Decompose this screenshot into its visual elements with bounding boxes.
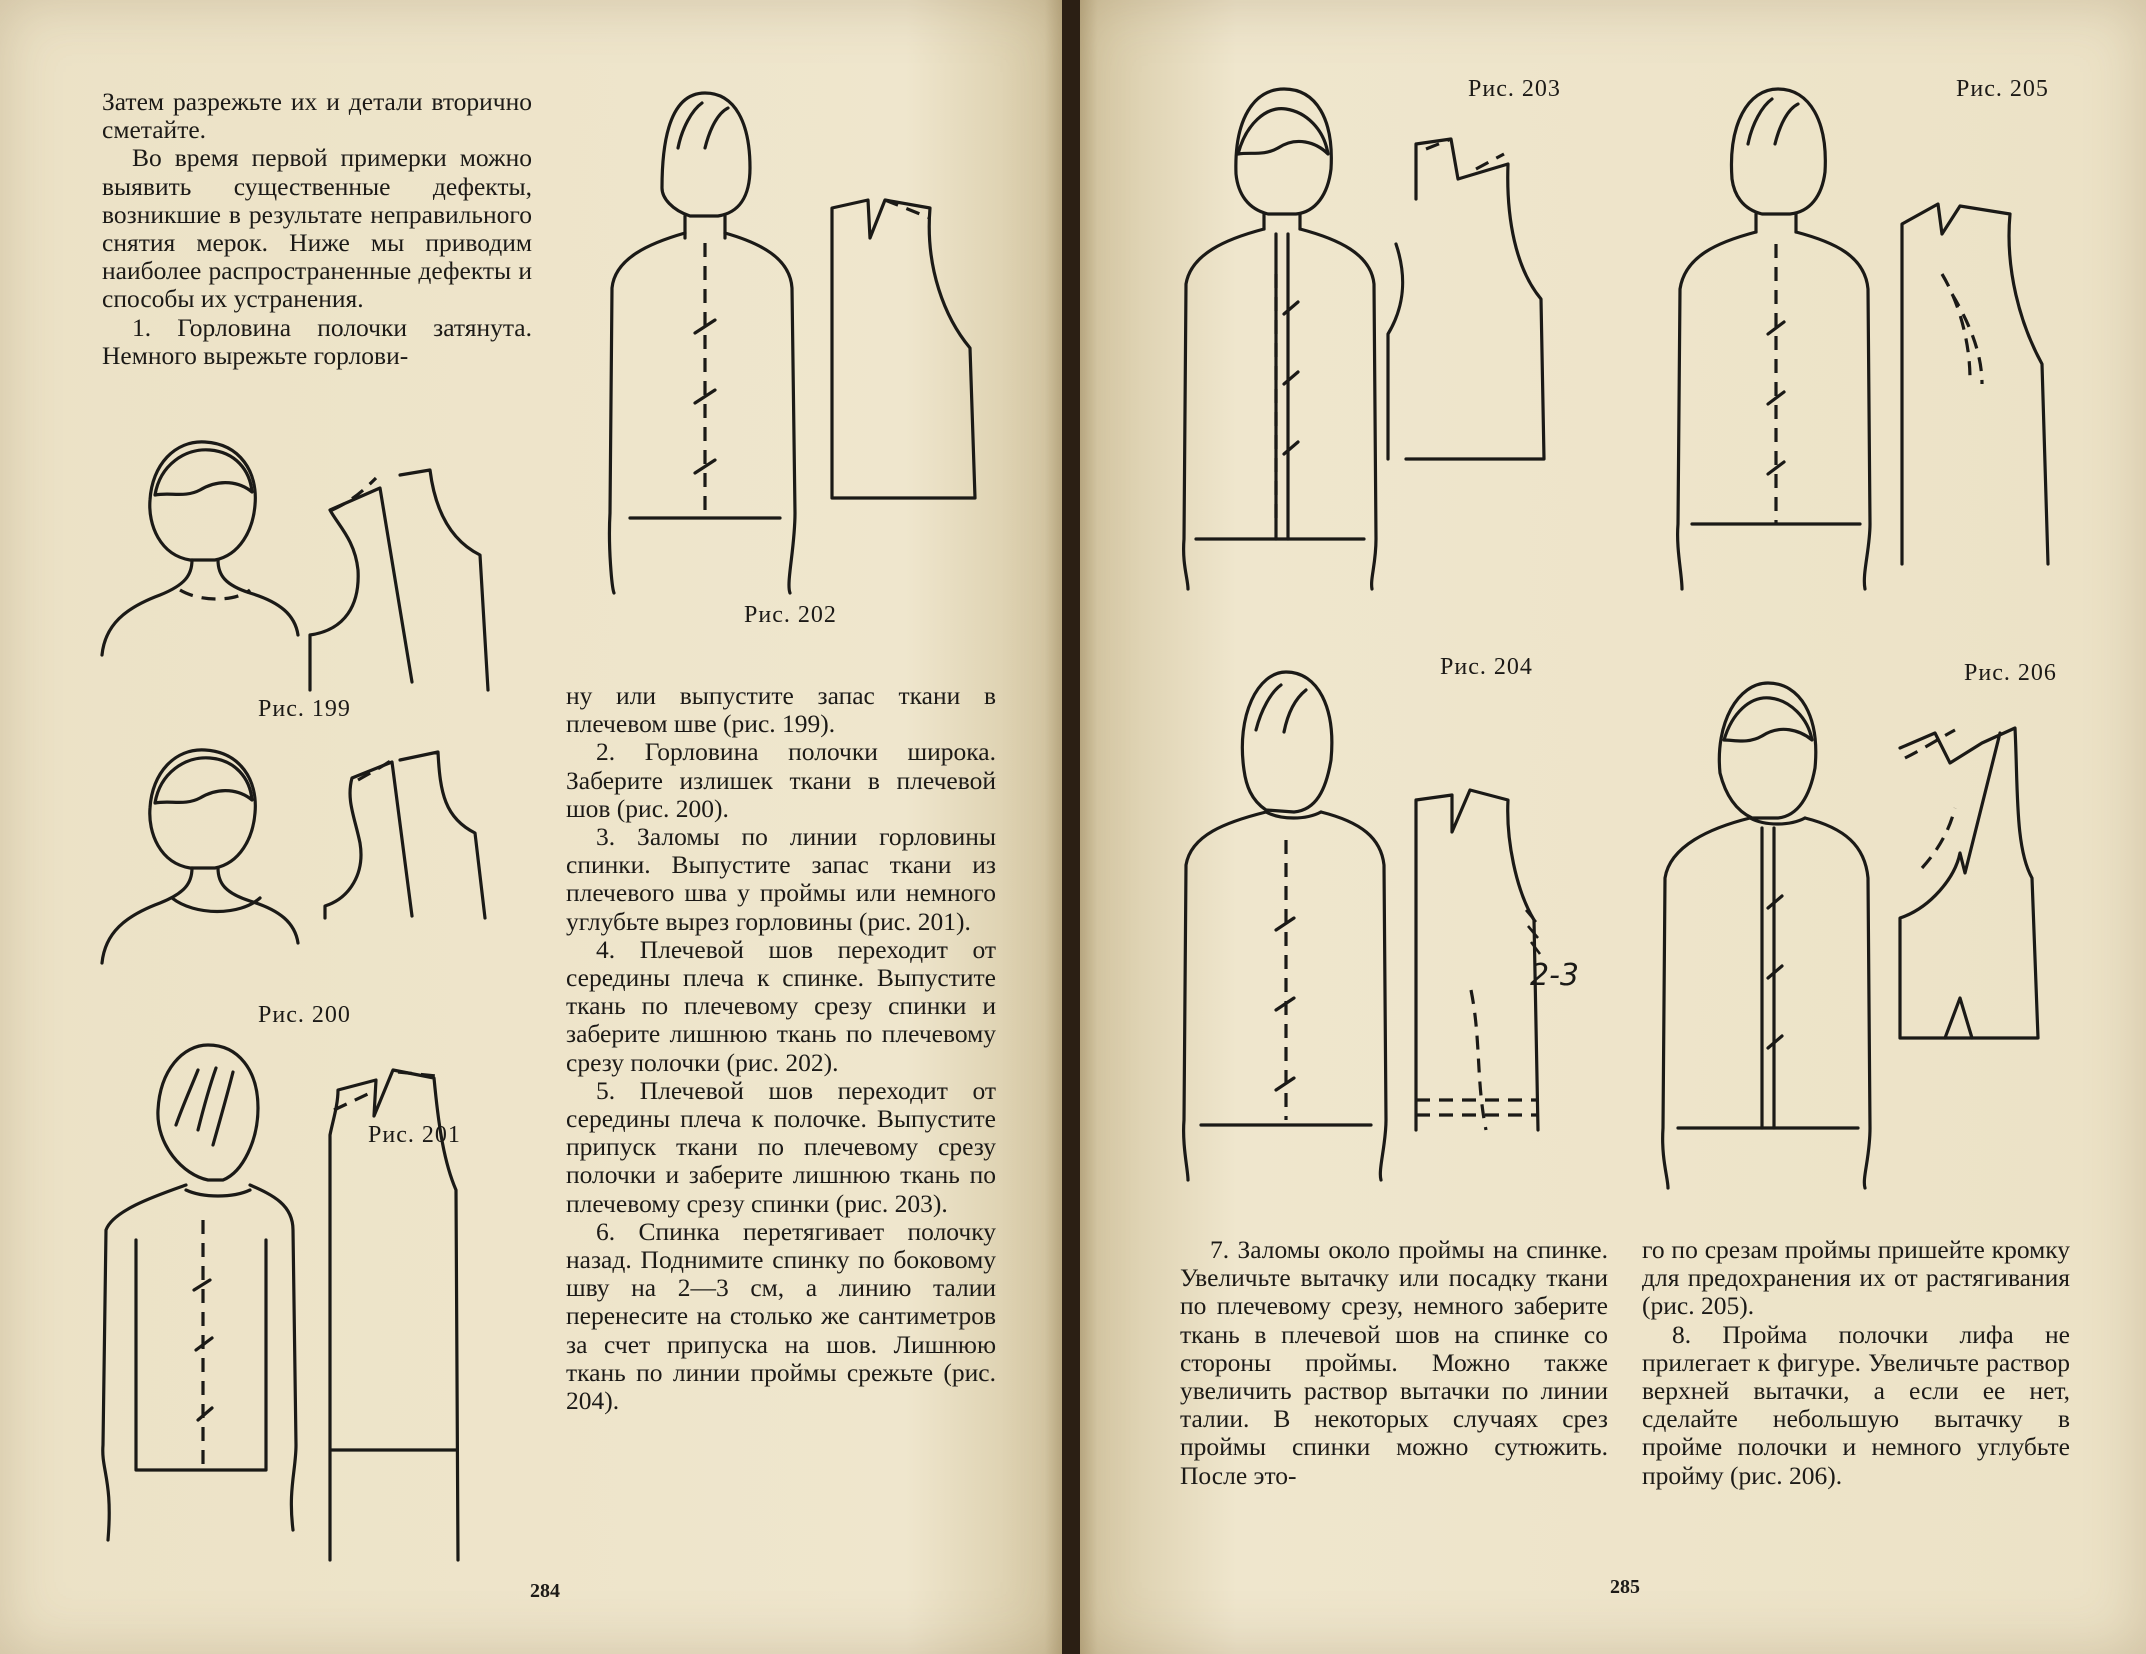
- hair-strands: [1256, 685, 1306, 732]
- hair-outline: [1724, 698, 1812, 741]
- pattern-piece: [330, 1070, 458, 1560]
- side-dart: [1471, 990, 1486, 1130]
- hair-strands: [176, 1068, 233, 1145]
- corrected-shoulder: [1426, 139, 1504, 169]
- figure-202: [600, 88, 1020, 598]
- collar: [685, 216, 725, 238]
- corrected-shoulder: [1905, 730, 1955, 868]
- neck-shoulders: [102, 560, 298, 655]
- figure-199: [100, 430, 500, 690]
- collar: [1264, 214, 1300, 229]
- pattern-piece: [1388, 139, 1544, 459]
- hair-strands: [1748, 99, 1798, 144]
- head-outline: [662, 93, 750, 216]
- paragraph: 5. Плечевой шов переходит от середины плеча к полочке. Выпустите припуск ткани по плечевому срезу полочки и заберите лишнюю ткань по плечевому срезу спинки (рис. 203).: [566, 1075, 996, 1218]
- page-number-left: 284: [530, 1580, 560, 1602]
- collar: [186, 1190, 250, 1196]
- paragraph: ну или выпустите запас ткани в плечевом шве (рис. 199).: [566, 681, 996, 739]
- head-outline: [150, 750, 256, 868]
- caption-fig206: Рис. 206: [1964, 660, 2057, 686]
- paragraph: го по срезам проймы пришейте кромку для предохранения их от растягивания (рис. 205).: [1642, 1235, 2070, 1321]
- figure-200: [100, 738, 500, 988]
- page-number-right: 285: [1610, 1576, 1640, 1598]
- paragraph: 8. Пройма полочки лифа не прилегает к фигуре. Увеличьте раствор верхней вытачки, а если ее нет, сделайте небольшую вытачку в пройме полочки и немного углубьте пройму (рис. 206).: [1642, 1319, 2070, 1490]
- waist-dart: [1945, 998, 1972, 1038]
- head-outline: [1719, 683, 1815, 818]
- left-column2-text: [566, 682, 996, 1415]
- head-outline: [1731, 89, 1825, 214]
- caption-fig204: Рис. 204: [1440, 654, 1533, 680]
- pattern-piece: [1902, 204, 2048, 564]
- neckline: [180, 590, 250, 599]
- raised-waist-line: [1416, 1100, 1538, 1115]
- caption-fig199: Рис. 199: [258, 696, 351, 722]
- right-column1-text: [1180, 1236, 1608, 1490]
- collar: [1756, 214, 1796, 232]
- hair-strands: [678, 103, 728, 148]
- figure-205: [1670, 84, 2090, 594]
- head-outline: [1242, 672, 1331, 812]
- figure-206: [1660, 668, 2100, 1198]
- caption-fig201: Рис. 201: [368, 1122, 461, 1148]
- blouse-outline: [609, 233, 795, 593]
- head-outline: [158, 1045, 258, 1180]
- caption-fig203: Рис. 203: [1468, 76, 1561, 102]
- blouse-outline: [1663, 818, 1870, 1188]
- caption-fig200: Рис. 200: [258, 1002, 351, 1028]
- fold-marks: [1284, 302, 1298, 454]
- blouse-outline: [1184, 229, 1376, 589]
- left-column1-text: [102, 88, 532, 370]
- placket: [1276, 234, 1288, 539]
- paragraph: 4. Плечевой шов переходит от середины плеча к спинке. Выпустите ткань по плечевому срезу спинки и заберите лишнюю ткань по плечевому срезу полочки (рис. 202).: [566, 934, 996, 1077]
- figure-203: [1176, 84, 1596, 594]
- paragraph: 1. Горловина полочки затянута. Немного вырежьте горлови-: [102, 312, 532, 370]
- caption-fig205: Рис. 205: [1956, 76, 2049, 102]
- hair-outline: [1238, 109, 1328, 154]
- pattern-piece: [1900, 728, 2038, 1038]
- corrected-armhole: [1942, 274, 1982, 384]
- paragraph: Во время первой примерки можно выявить существенные дефекты, возникшие в результате неправильного снятия мерок. Ниже мы приводим наиболее распространенные дефекты и способы их устранения.: [102, 143, 532, 314]
- blouse-outline: [1678, 232, 1870, 589]
- pattern-piece: [1416, 790, 1538, 1130]
- paragraph: 7. Заломы около проймы на спинке. Увеличьте вытачку или посадку ткани по плечевому срезу, немного заберите ткань в плечевой шов на спинке со стороны проймы. Можно также увеличить раствор вытачки по линии талии. В некоторых случаях срез проймы спинки можно сутюжить. После это-: [1180, 1235, 1608, 1490]
- pattern-piece: [832, 200, 975, 498]
- paragraph: 6. Спинка перетягивает полочку назад. Поднимите спинку по боковому шву на 2—3 см, а линию талии перенесите на столько же сантиметров за счет припуска на шов. Лишнюю ткань по линии проймы срежьте (рис. 204).: [566, 1216, 996, 1416]
- neck-shoulders: [102, 868, 298, 963]
- blouse-outline: [103, 1185, 296, 1540]
- paragraph: 2. Горловина полочки широка. Заберите излишек ткани в плечевой шов (рис. 200).: [566, 737, 996, 823]
- head-outline: [150, 442, 256, 560]
- pattern-piece: [325, 752, 485, 918]
- caption-fig202: Рис. 202: [744, 602, 837, 628]
- pattern-piece: [310, 470, 488, 690]
- book-gutter: [1062, 0, 1080, 1654]
- figure-201: [98, 1030, 518, 1560]
- paragraph: 3. Заломы по линии горловины спинки. Выпустите запас ткани из плечевого шва у проймы или немного углубьте вырез горловины (рис. 201).: [566, 822, 996, 936]
- fig204-measurement-note: 2-3: [1530, 958, 1579, 993]
- paragraph: Затем разрежьте их и детали вторично сметайте.: [102, 87, 532, 145]
- figure-204: [1176, 660, 1646, 1190]
- right-column2-text: [1642, 1236, 2070, 1490]
